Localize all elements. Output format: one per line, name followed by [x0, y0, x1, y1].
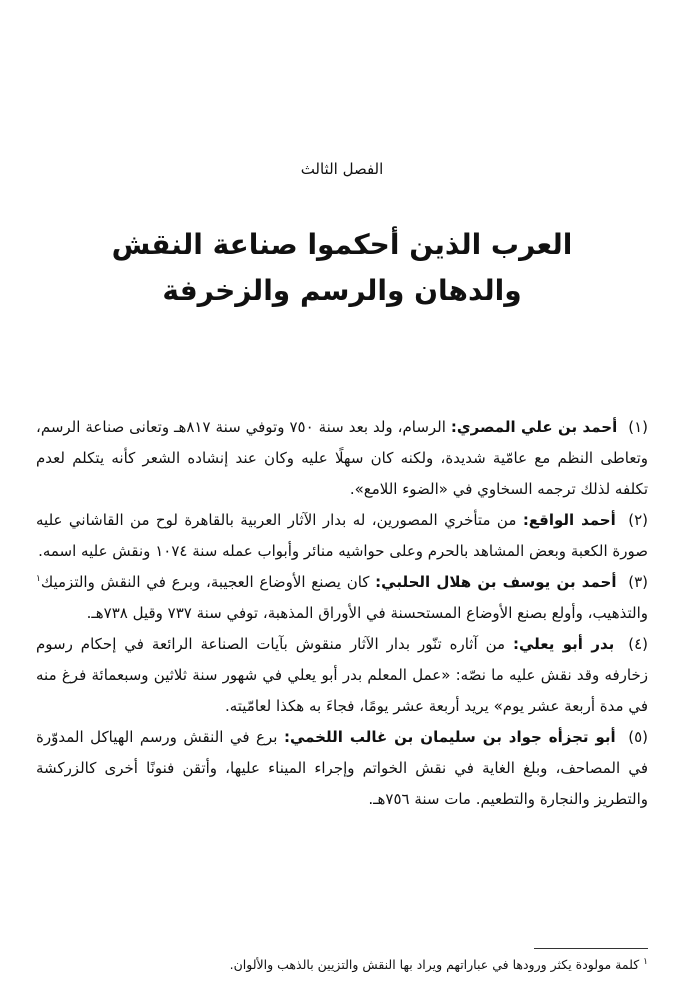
entries-body — [36, 412, 648, 815]
entry-name: أحمد بن يوسف بن هلال الحلبي: — [375, 573, 617, 591]
entry-4 — [36, 629, 648, 722]
entry-text: من آثاره تنّور بدار الآثار منقوش بآيات الصناعة الرائعة في إحكام رسوم زخارفه وقد نقش عليه ما نصّه: «عمل المعلم بدر أبو يعلي في شهور سنة ثلاثين وسبعمائة فرغ منه في مدة أربعة عشر يوم» يريد أربعة عشر يومًا، فجاءَ به هكذا لعامّيته. — [36, 635, 648, 715]
entry-1 — [36, 412, 648, 505]
entry-number: (٤) — [628, 635, 648, 653]
entry-number: (٣) — [628, 573, 648, 591]
entry-5 — [36, 722, 648, 815]
entry-text: من متأخري المصورين، له بدار الآثار العربية بالقاهرة لوح من القاشاني عليه صورة الكعبة وبعض المشاهد بالحرم وعلى حواشيه منائر وأبواب عمله سنة ١٠٧٤ ونقش عليه اسمه. — [36, 511, 648, 560]
footnote-marker: ١ — [643, 956, 648, 967]
entry-name: بدر أبو يعلي: — [512, 635, 615, 653]
chapter-title-line-1: العرب الذين أحكموا صناعة النقش — [111, 228, 573, 261]
entry-number: (٥) — [628, 728, 648, 746]
entry-text-continued: والتذهيب، وأولع بصنع الأوضاع المستحسنة في الأوراق المذهبة، توفي سنة ٧٣٧ وقيل ٧٣٨هـ. — [86, 604, 648, 622]
chapter-title — [40, 222, 644, 314]
entry-text: الرسام، ولد بعد سنة ٧٥٠ وتوفي سنة ٨١٧هـ وتعانى صناعة الرسم، وتعاطى النظم مع عامّية شديدة، ولكنه كان سهلًا عليه وكان عند إنشاده الشعر كأنه يتكلم لعدم تكلفه لذلك ترجمه السخاوي في «الضوء اللامع». — [36, 418, 648, 498]
entry-name: أحمد الواقع: — [522, 511, 616, 529]
footnote-text: كلمة مولودة يكثر ورودها في عباراتهم ويراد بها النقش والتزيين بالذهب والألوان. — [229, 957, 640, 972]
entry-2 — [36, 505, 648, 567]
entry-number: (١) — [628, 418, 648, 436]
entry-number: (٢) — [628, 511, 648, 529]
entry-name: أحمد بن علي المصري: — [450, 418, 618, 436]
footnote-reference: ١ — [36, 574, 41, 584]
entry-text: كان يصنع الأوضاع العجيبة، وبرع في النقش والتزميك — [40, 573, 370, 591]
footnote — [36, 956, 648, 974]
entry-3 — [36, 567, 648, 629]
footnote-divider — [534, 948, 648, 949]
chapter-label: الفصل الثالث — [300, 160, 384, 178]
entry-text: برع في النقش ورسم الهياكل المدوّرة في المصاحف، وبلغ الغاية في نقش الخواتم وإجراء الميناء عليها، وأتقن فنونًا أخرى كالزركشة والتطريز والنجارة والتطعيم. مات سنة ٧٥٦هـ. — [36, 728, 648, 808]
entry-name: أبو تجزأه جواد بن سليمان بن غالب اللخمي: — [283, 728, 616, 746]
chapter-title-line-2: والدهان والرسم والزخرفة — [162, 274, 522, 307]
